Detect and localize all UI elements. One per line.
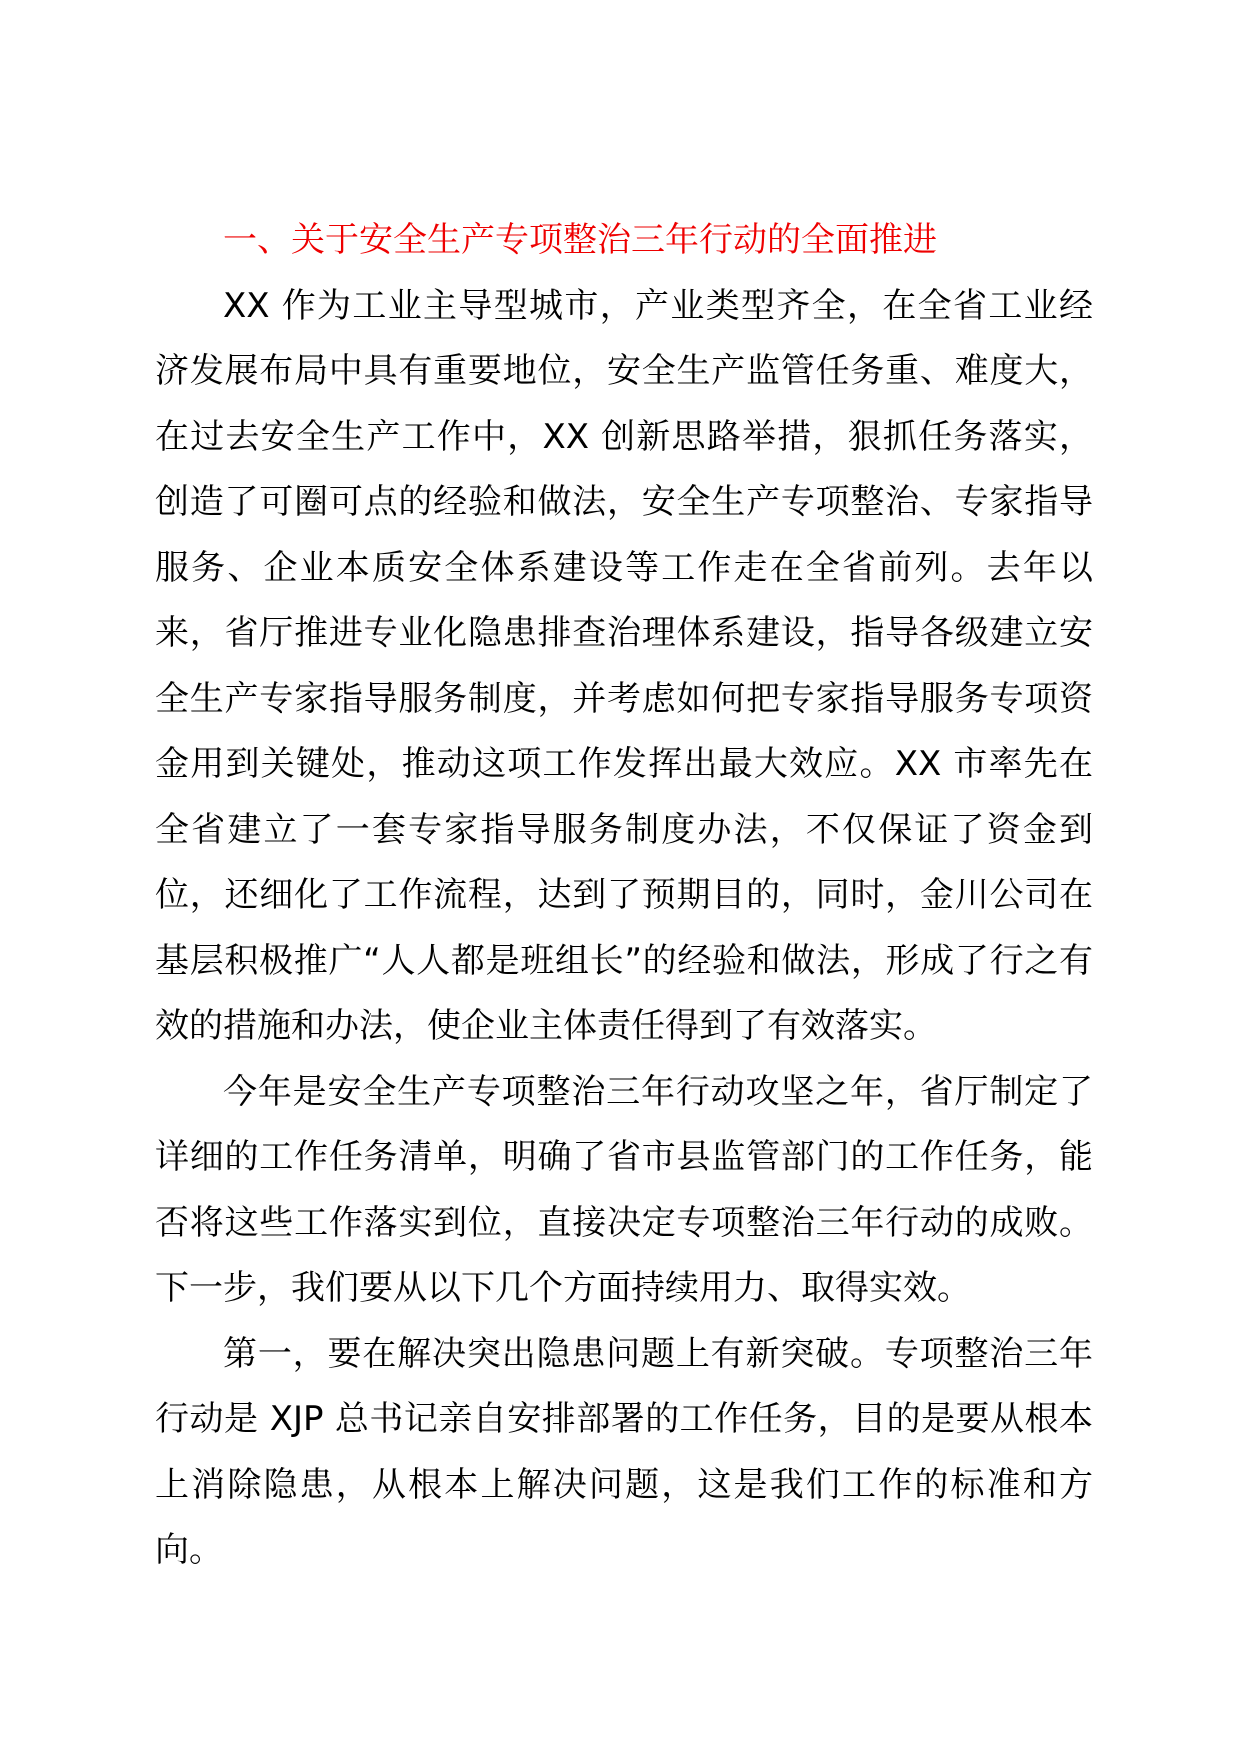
document-body — [155, 208, 1093, 1584]
paragraph-2: 今年是安全生产专项整治三年行动攻坚之年，省厅制定了详细的工作任务清单，明确了省市县监管部门的工作任务，能否将这些工作落实到位，直接决定专项整治三年行动的成败。下一步，我们要从以下几个方面持续用力、取得实效。 — [155, 1071, 1093, 1308]
paragraph-1: XX 作为工业主导型城市，产业类型齐全，在全省工业经济发展布局中具有重要地位，安全生产监管任务重、难度大，在过去安全生产工作中，XX 创新思路举措，狠抓任务落实，创造了可圈可点的经验和做法，安全生产专项整治、专家指导服务、企业本质安全体系建设等工作走在全省前列。去年以来，省厅推进专业化隐患排查治理体系建设，指导各级建立安全生产专家指导服务制度，并考虑如何把专家指导服务专项资金用到关键处，推动这项工作发挥出最大效应。XX 市率先在全省建立了一套专家指导服务制度办法，不仅保证了资金到位，还细化了工作流程，达到了预期目的，同时，金川公司在基层积极推广“人人都是班组长”的经验和做法，形成了行之有效的措施和办法，使企业主体责任得到了有效落实。 — [155, 285, 1093, 1046]
section-heading: 一、关于安全生产专项整治三年行动的全面推进 — [223, 220, 937, 260]
paragraph-3: 第一，要在解决突出隐患问题上有新突破。专项整治三年行动是 XJP 总书记亲自安排部署的工作任务，目的是要从根本上消除隐患，从根本上解决问题，这是我们工作的标准和方向。 — [155, 1333, 1093, 1570]
